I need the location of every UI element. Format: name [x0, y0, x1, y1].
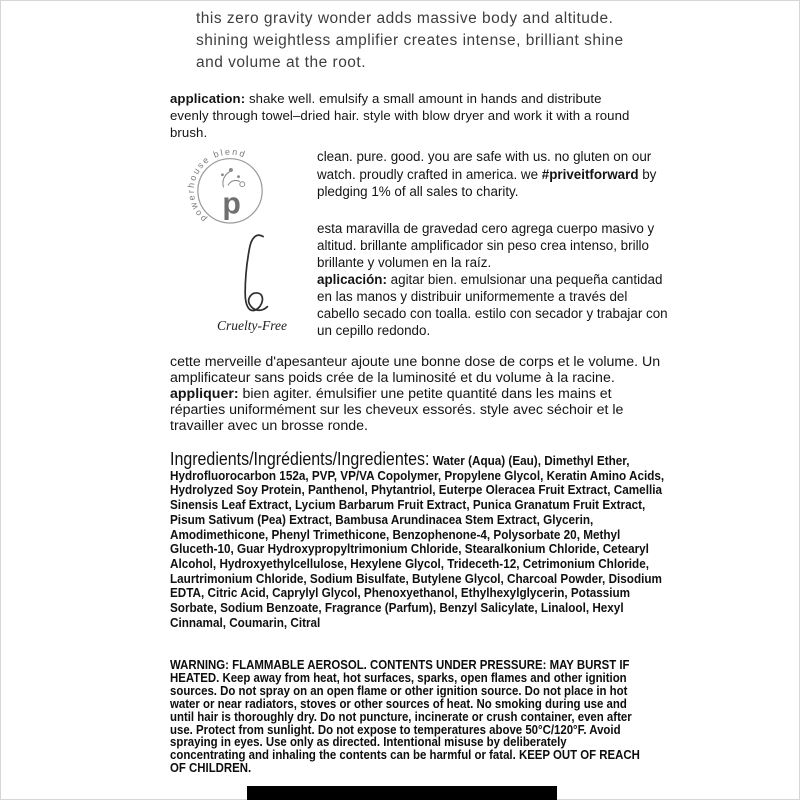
promise-text-end: by pledging 1% of all sales to charity.: [317, 166, 657, 199]
french-paragraph: [170, 355, 667, 435]
hashtag: #priveitforward: [541, 166, 639, 182]
ingredients-list: Water (Aqua) (Eau), Dimethyl Ether, Hydrofluorocarbon 152a, PVP, VP/VA Copolymer, Propylene Glycol, Keratin Amino Acids, Hydrolyzed Soy Protein, Panthenol, Phytantriol, Euterpe Oleracea Fruit Extract, Camellia Sinensis Leaf Extract, Lycium Barbarum Fruit Extract, Punica Granatum Fruit Extract, Pisum Sativum (Pea) Extract, Bambusa Arundinacea Stem Extract, Glycerin, Amodimethicone, Phenyl Trimethicone, Benzophenone-4, Polysorbate 20, Methyl Gluceth-10, Guar Hydroxypropyltrimonium Chloride, Stearalkonium Chloride, Cetearyl Alcohol, Hydroxyethylcellulose, Hexylene Glycol, Trideceth-12, Cetrimonium Chloride, Laurtrimonium Chloride, Sodium Bisulfate, Butylene Glycol, Charcoal Powder, Disodium EDTA, Citric Acid, Caprylyl Glycol, Phenoxyethanol, Ethylhexylglycerin, Potassium Sorbate, Sodium Benzoate, Fragrance (Parfum), Benzyl Salicylate, Linalool, Hexyl Cinnamal, Coumarin, Citral: [170, 453, 665, 630]
spanish-section: [317, 221, 669, 340]
spanish-application-paragraph: [317, 272, 669, 339]
spanish-application-text: agitar bien. emulsionar una pequeña cantidad en las manos y distribuir uniformemente a través del cabello secado con toalla. estilo con secador y trabajar con un cepillo redondo.: [317, 272, 668, 338]
promise-text: clean. pure. good. you are safe with us. no gluten on our watch. proudly crafted in america. we: [317, 149, 652, 182]
french-application-label: appliquer:: [170, 385, 239, 402]
application-paragraph: [170, 90, 642, 141]
barcode-bar: [247, 786, 557, 800]
cruelty-free-label: Cruelty-Free: [217, 318, 287, 333]
application-text: shake well. emulsify a small amount in hands and distribute evenly through towel–dried hair. style with blow dryer and work it with a round brush.: [170, 91, 630, 140]
warning-paragraph: WARNING: FLAMMABLE AEROSOL. CONTENTS UNDER PRESSURE: MAY BURST IF HEATED. Keep away from heat, hot surfaces, sparks, open flames and other ignition sources. Do not spray on an open flame or other ignition source. Do not place in hot water or near radiators, stoves or other sources of heat. No smoking during use and until hair is thoroughly dry. Do not puncture, incinerate or crush container, even after use. Protect from sunlight. Do not expose to temperatures above 50°C/120°F. Avoid spraying in eyes. Use only as directed. Intentional misuse by deliberately concentrating and inhaling the contents can be harmful or fatal. KEEP OUT OF REACH OF CHILDREN.: [170, 658, 640, 776]
promise-paragraph: [317, 148, 663, 201]
intro-text: this zero gravity wonder adds massive body and altitude. shining weightless amplifier creates intense, brilliant shine and volume at the root.: [196, 10, 624, 71]
powerhouse-blend-stamp-icon: [178, 136, 282, 240]
stamp-flower-doodles-icon: [221, 168, 245, 187]
stamp-curved-text: powerhouse blend: [185, 146, 248, 225]
stamp-letter: p: [222, 187, 241, 221]
application-label: application:: [170, 91, 246, 106]
spanish-intro: esta maravilla de gravedad cero agrega cuerpo masivo y altitud. brillante amplificador sin peso crea intenso, brillo brillante y volumen en la raíz.: [317, 221, 655, 270]
french-application-text: bien agiter. émulsifier une petite quantité dans les mains et réparties uniformément sur les cheveux essorés. style avec séchoir et le travailler avec un brosse ronde.: [170, 385, 624, 434]
ingredients-paragraph: [170, 449, 667, 630]
script-b-icon: [206, 228, 298, 322]
french-intro: cette merveille d'apesanteur ajoute une bonne dose de corps et le volume. Un amplificateur sans poids crée de la luminosité et du volume à la racine.: [170, 354, 661, 386]
spanish-application-label: aplicación:: [317, 272, 387, 288]
ingredients-label: Ingredients/Ingrédients/Ingredientes:: [170, 449, 430, 469]
